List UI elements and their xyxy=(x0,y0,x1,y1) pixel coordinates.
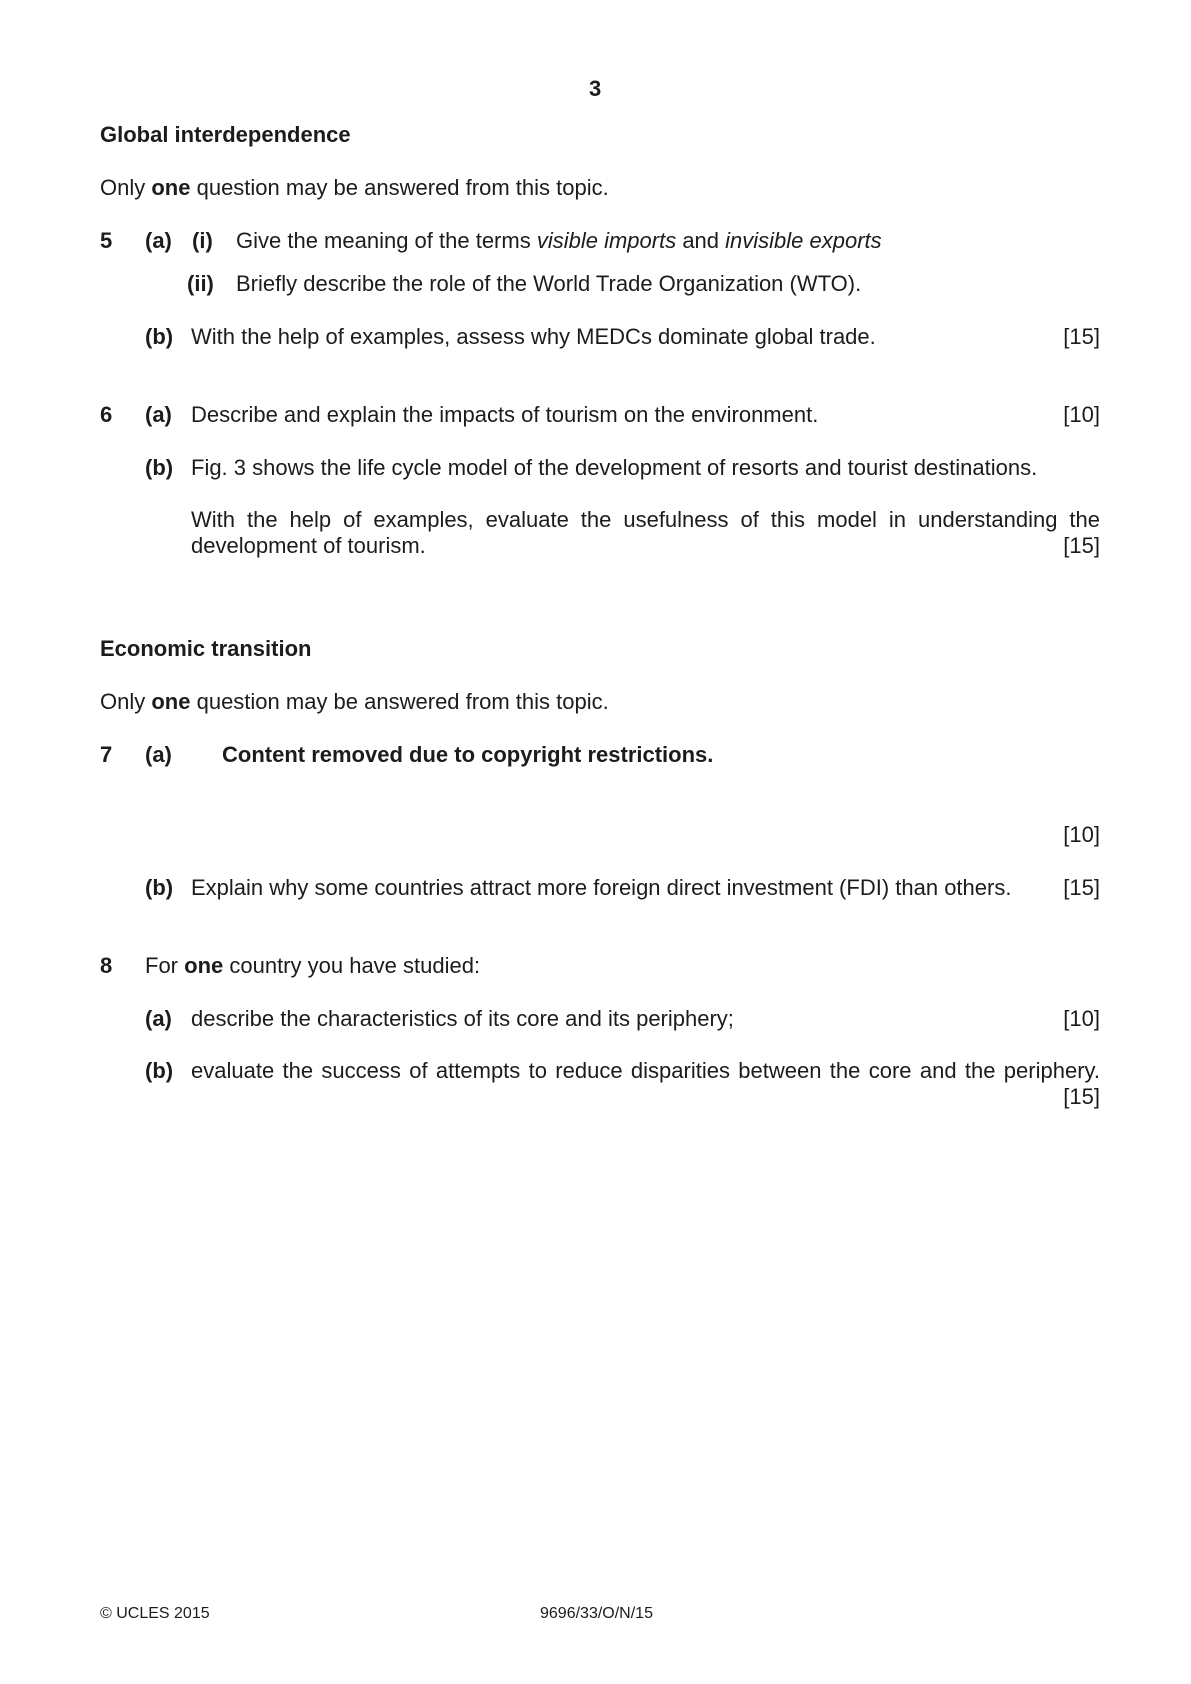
question-8-number: 8 xyxy=(100,953,113,978)
question-7a-copyright-notice: Content removed due to copyright restrictions. xyxy=(222,742,714,767)
question-8b-label: (b) xyxy=(145,1058,174,1083)
question-5a-i-text: Give the meaning of the terms visible imports and invisible exports xyxy=(236,228,882,253)
footer-copyright: © UCLES 2015 xyxy=(100,1605,210,1622)
question-5b-label: (b) xyxy=(145,324,174,349)
question-6b-task-line-1: With the help of examples, evaluate the usefulness of this model in understanding the xyxy=(191,507,1100,532)
question-5a-label: (a) xyxy=(145,228,172,253)
page-number: 3 xyxy=(589,76,602,101)
section-title-global-interdependence: Global interdependence xyxy=(100,122,351,147)
question-6b-text: Fig. 3 shows the life cycle model of the development of resorts and tourist destinations. xyxy=(191,455,1038,480)
question-8a-mark: [10] xyxy=(1063,1006,1100,1031)
section-instruction-global: Only one question may be answered from this topic. xyxy=(100,175,609,200)
section-title-economic-transition: Economic transition xyxy=(100,636,312,661)
question-5a-i-label: (i) xyxy=(192,228,213,253)
question-8b-mark: [15] xyxy=(1063,1084,1100,1109)
question-7b-text: Explain why some countries attract more foreign direct investment (FDI) than others. xyxy=(191,875,1012,900)
question-5b-mark: [15] xyxy=(1063,324,1100,349)
question-5a-ii-label: (ii) xyxy=(187,271,214,296)
question-5b-text: With the help of examples, assess why MEDCs dominate global trade. xyxy=(191,324,876,349)
question-5-number: 5 xyxy=(100,228,113,253)
question-6a-text: Describe and explain the impacts of tourism on the environment. xyxy=(191,402,819,427)
question-8a-text: describe the characteristics of its core and its periphery; xyxy=(191,1006,734,1031)
question-6a-mark: [10] xyxy=(1063,402,1100,427)
question-8-intro: For one country you have studied: xyxy=(145,953,481,978)
question-7a-label: (a) xyxy=(145,742,172,767)
question-8b-text: evaluate the success of attempts to reduce disparities between the core and the periphery. xyxy=(191,1058,1100,1083)
question-6-number: 6 xyxy=(100,402,113,427)
question-7b-label: (b) xyxy=(145,875,174,900)
question-6b-task-line-2: development of tourism. xyxy=(191,533,426,558)
question-6b-mark: [15] xyxy=(1063,533,1100,558)
question-7a-mark: [10] xyxy=(1063,822,1100,847)
question-6b-label: (b) xyxy=(145,455,174,480)
question-8a-label: (a) xyxy=(145,1006,172,1031)
question-7-number: 7 xyxy=(100,742,113,767)
question-5a-ii-text: Briefly describe the role of the World Trade Organization (WTO). xyxy=(236,271,862,296)
footer-paper-code: 9696/33/O/N/15 xyxy=(540,1605,653,1622)
question-7b-mark: [15] xyxy=(1063,875,1100,900)
section-instruction-economic: Only one question may be answered from this topic. xyxy=(100,689,609,714)
question-6a-label: (a) xyxy=(145,402,172,427)
